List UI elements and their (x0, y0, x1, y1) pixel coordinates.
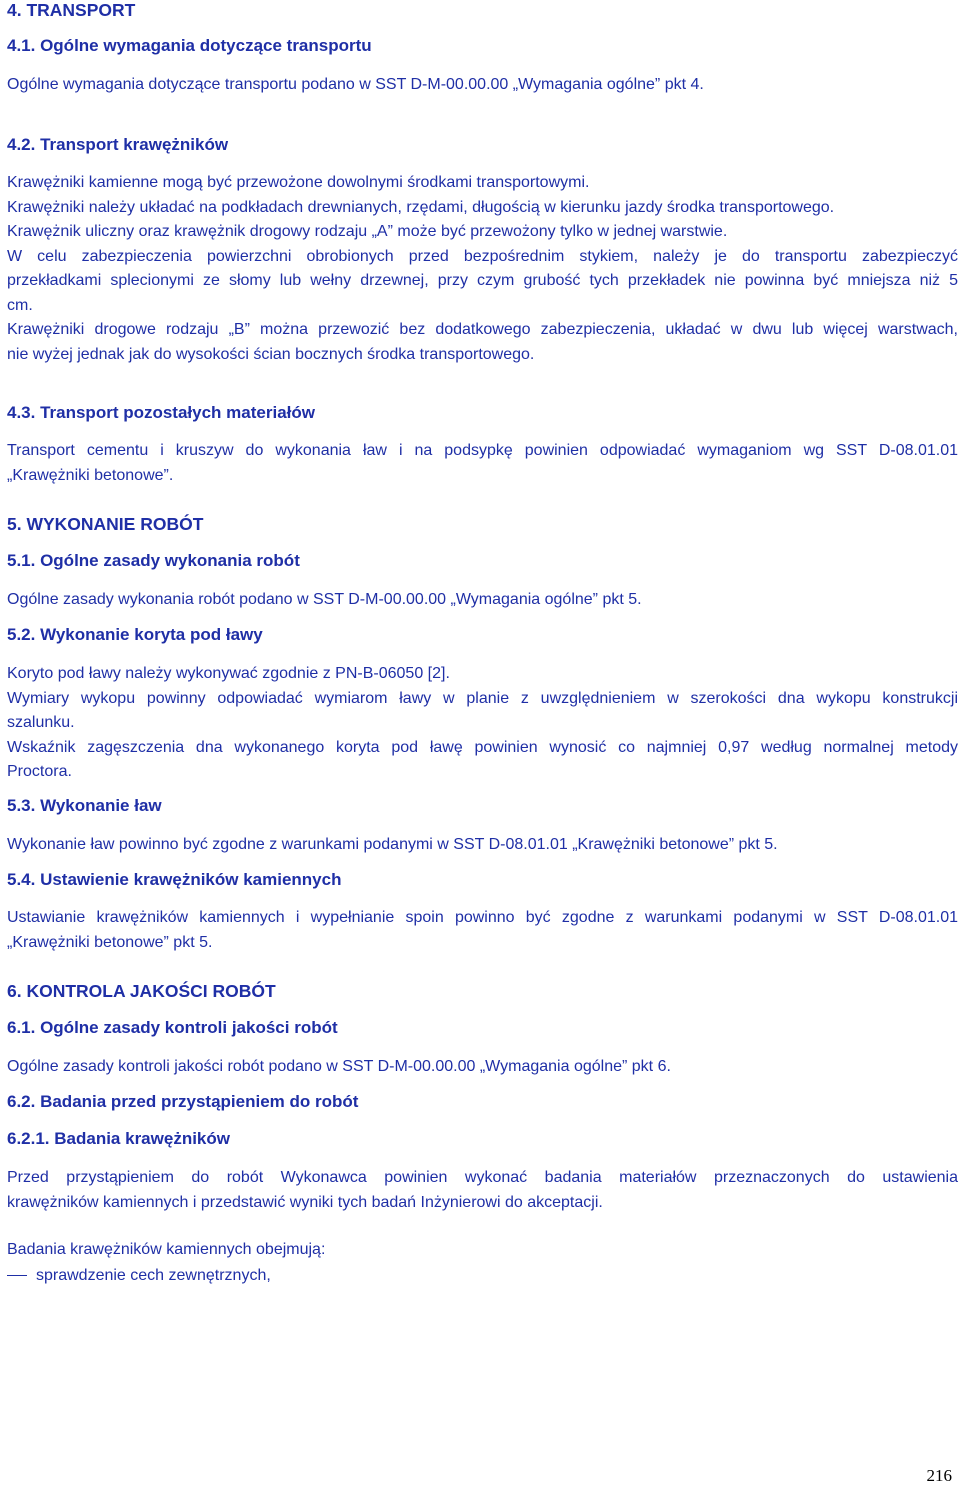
text-line: nie wyżej jednak jak do wysokości ścian bocznych środka transportowego. (7, 345, 535, 363)
section-6-2-1-paragraph (7, 1166, 958, 1215)
section-6-1-text: Ogólne zasady kontroli jakości robót podano w SST D-M-00.00.00 „Wymagania ogólne” pkt 6. (7, 1058, 671, 1075)
text-line: Przed przystąpieniem do robót Wykonawca powinien wykonać badania materiałów przeznaczonych do ustawienia (7, 1169, 958, 1186)
text-line: przekładkami splecionymi ze słomy lub wełny drzewnej, przy czym grubość tych przekładek nie powinna być mniejsza niż 5 (7, 272, 958, 289)
section-6-1-heading: 6.1. Ogólne zasady kontroli jakości robót (7, 1018, 338, 1037)
section-5-4-heading: 5.4. Ustawienie krawężników kamiennych (7, 870, 342, 889)
text-line: szalunku. (7, 714, 75, 731)
section-6-heading: 6. KONTROLA JAKOŚCI ROBÓT (7, 981, 276, 1001)
section-5-1-text: Ogólne zasady wykonania robót podano w SST D-M-00.00.00 „Wymagania ogólne” pkt 5. (7, 591, 642, 608)
section-6-2-heading: 6.2. Badania przed przystąpieniem do robót (7, 1092, 359, 1111)
section-4-2-paragraph (7, 171, 958, 367)
text-line: Koryto pod ławy należy wykonywać zgodnie z PN-B-06050 [2]. (7, 665, 450, 682)
page-number: 216 (926, 1466, 952, 1485)
text-line: Krawężniki drogowe rodzaju „B” można przewozić bez dodatkowego zabezpieczenia, układać w dwu lub więcej warstwach, (7, 321, 958, 338)
text-line: Krawężnik uliczny oraz krawężnik drogowy rodzaju „A” może być przewożony tylko w jednej warstwie. (7, 223, 728, 240)
list-item-text: sprawdzenie cech zewnętrznych, (36, 1267, 271, 1284)
section-4-heading: 4. TRANSPORT (7, 0, 136, 20)
section-5-4-paragraph (7, 906, 958, 955)
section-4-1-text: Ogólne wymagania dotyczące transportu podano w SST D-M-00.00.00 „Wymagania ogólne” pkt 4. (7, 76, 704, 93)
section-6-2-1-heading: 6.2.1. Badania krawężników (7, 1129, 230, 1148)
list-intro: Badania krawężników kamiennych obejmują: (7, 1241, 326, 1258)
text-line: W celu zabezpieczenia powierzchni obrobionych przed bezpośrednim stykiem, należy je do transportu zabezpieczyć (7, 247, 958, 265)
section-5-1-heading: 5.1. Ogólne zasady wykonania robót (7, 551, 300, 570)
section-4-2-heading: 4.2. Transport krawężników (7, 135, 229, 154)
text-line: Transport cementu i kruszyw do wykonania ław i na podsypkę powinien odpowiadać wymaganiom wg SST D-08.01.01 (7, 442, 958, 459)
text-line: krawężników kamiennych i przedstawić wyniki tych badań Inżynierowi do akceptacji. (7, 1193, 603, 1211)
section-5-3-text: Wykonanie ław powinno być zgodne z warunkami podanymi w SST D-08.01.01 „Krawężniki betonowe” pkt 5. (7, 836, 778, 853)
section-5-2-heading: 5.2. Wykonanie koryta pod ławy (7, 625, 263, 644)
text-line: Proctora. (7, 763, 72, 780)
text-line: „Krawężniki betonowe” pkt 5. (7, 933, 213, 951)
section-4-1-heading: 4.1. Ogólne wymagania dotyczące transportu (7, 36, 372, 55)
section-5-3-heading: 5.3. Wykonanie ław (7, 796, 162, 815)
text-line: cm. (7, 296, 33, 314)
section-5-2-paragraph (7, 662, 958, 785)
dash-bullet-icon (7, 1275, 27, 1276)
text-line: „Krawężniki betonowe”. (7, 466, 174, 484)
section-5-heading: 5. WYKONANIE ROBÓT (7, 514, 204, 534)
text-line: Ustawianie krawężników kamiennych i wypełnianie spoin powinno być zgodne z warunkami podanymi w SST D-08.01.01 (7, 909, 958, 926)
text-line: Krawężniki należy układać na podkładach drewnianych, rzędami, długością w kierunku jazdy środka transportowego. (7, 198, 835, 216)
section-4-3-paragraph (7, 439, 958, 488)
text-line: Krawężniki kamienne mogą być przewożone dowolnymi środkami transportowymi. (7, 174, 590, 191)
text-line: Wymiary wykopu powinny odpowiadać wymiarom ławy w planie z uwzględnieniem w szerokości dna wykopu konstrukcji (7, 689, 958, 707)
section-4-3-heading: 4.3. Transport pozostałych materiałów (7, 403, 315, 422)
text-line: Wskaźnik zagęszczenia dna wykonanego koryta pod ławę powinien wynosić co najmniej 0,97 według normalnej metody (7, 738, 958, 756)
